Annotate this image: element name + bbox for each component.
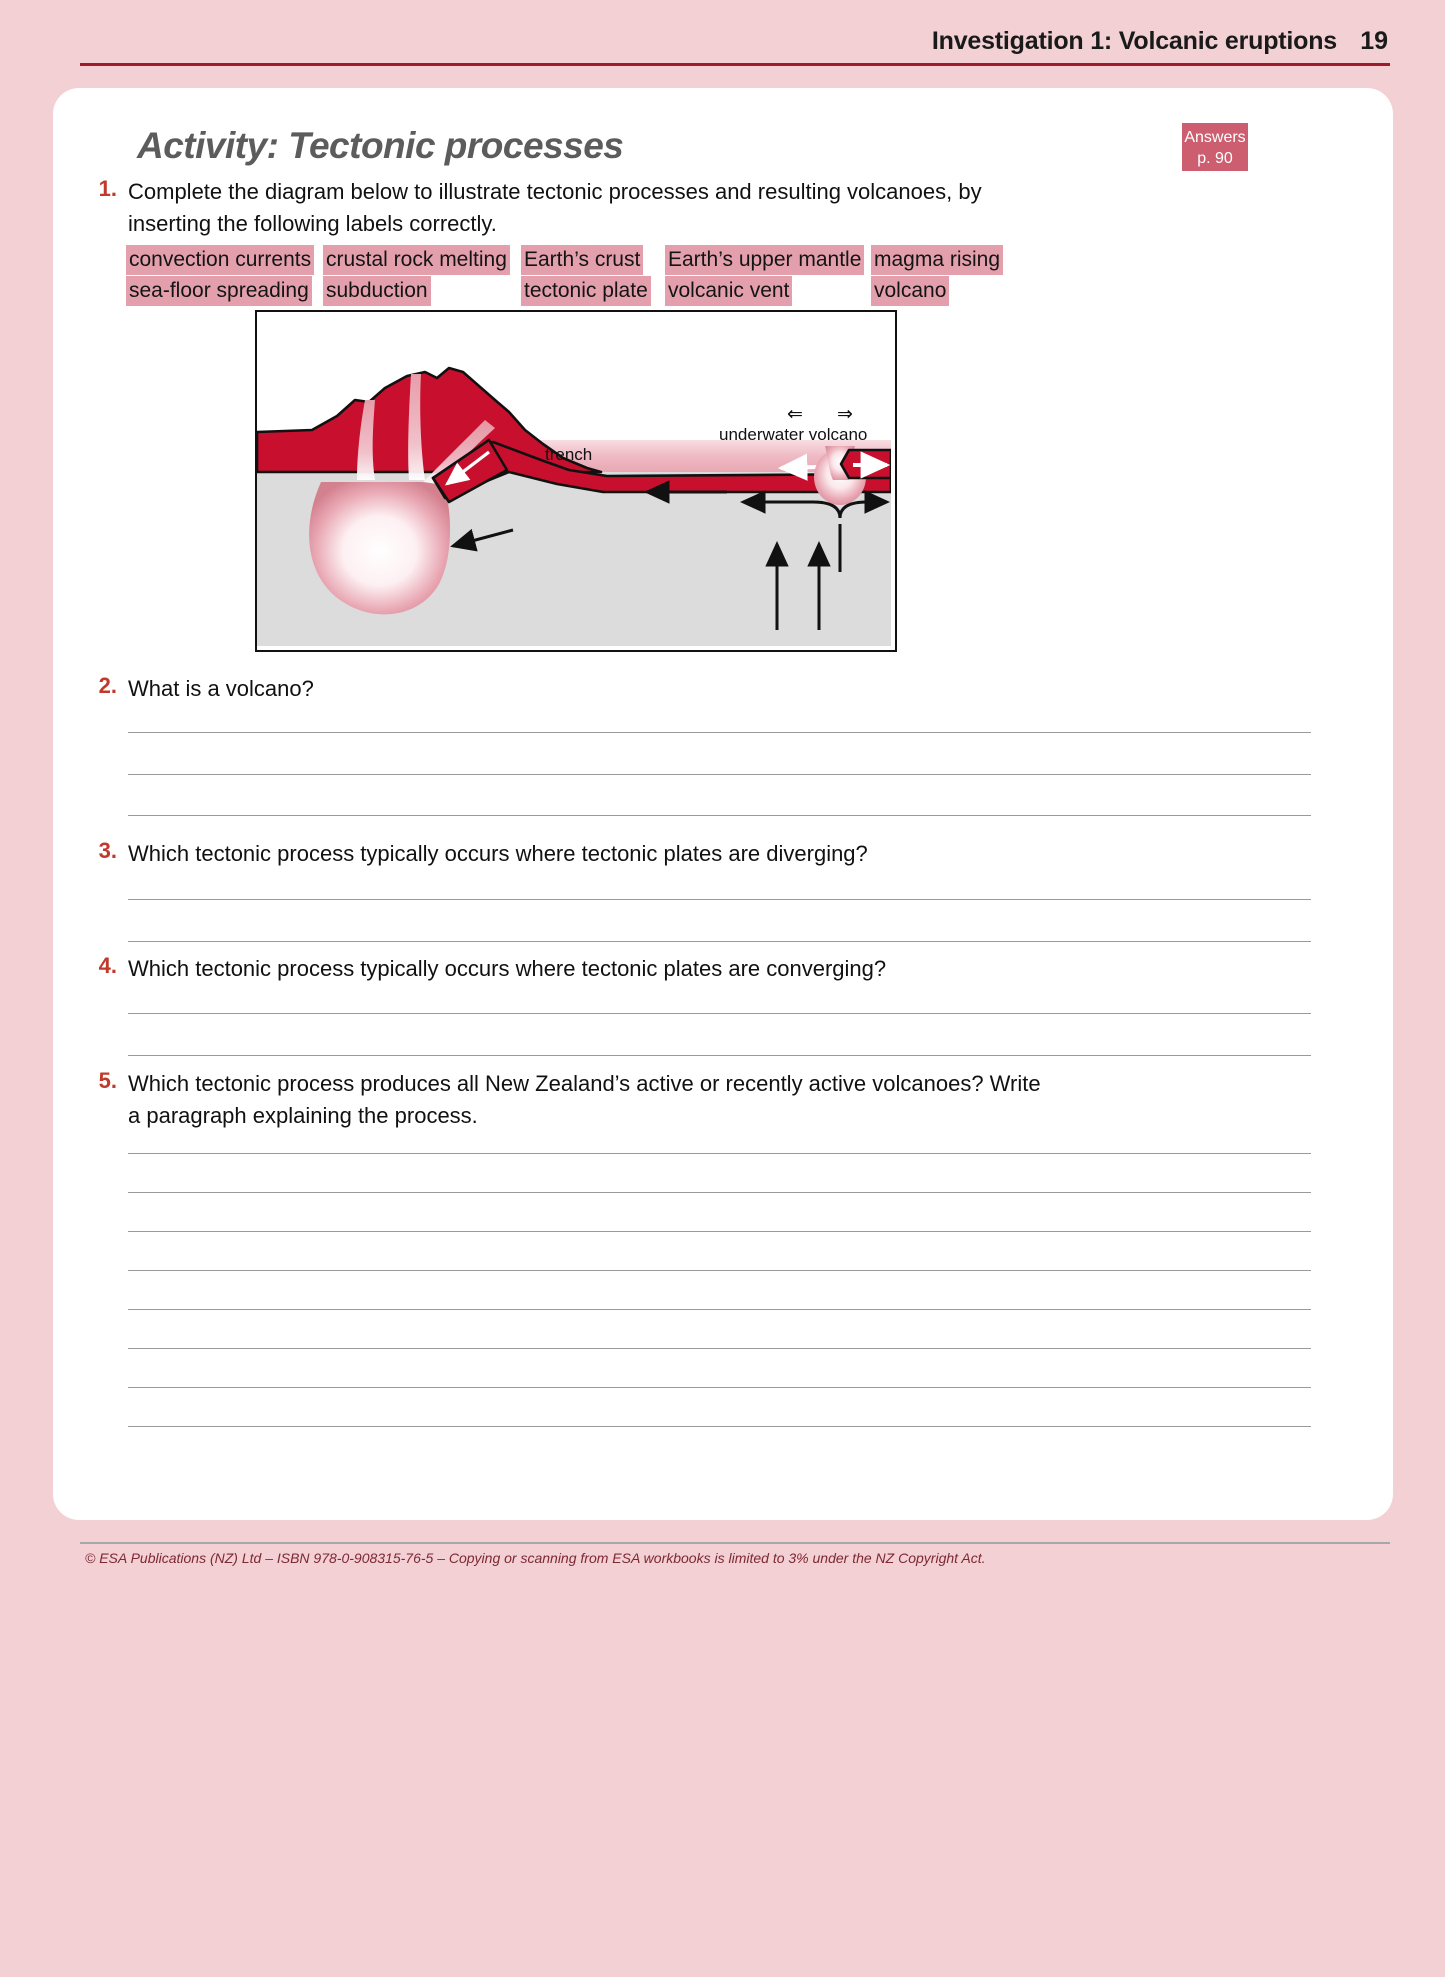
content-card	[53, 88, 1393, 1520]
answer-line[interactable]	[128, 1348, 1311, 1349]
answer-line[interactable]	[128, 1013, 1311, 1014]
page-number: 19	[1360, 27, 1388, 55]
word-chip-tectonic-plate[interactable]: tectonic plate	[521, 276, 651, 306]
answer-line[interactable]	[128, 1192, 1311, 1193]
answer-line[interactable]	[128, 815, 1311, 816]
answer-line[interactable]	[128, 1055, 1311, 1056]
question-4-text: Which tectonic process typically occurs where tectonic plates are converging?	[128, 956, 887, 981]
question-2-text: What is a volcano?	[128, 676, 314, 701]
word-chip-crustal-rock-melting[interactable]: crustal rock melting	[323, 245, 510, 275]
question-4-number: 4.	[98, 953, 117, 978]
header-divider	[80, 63, 1390, 66]
answer-line[interactable]	[128, 1153, 1311, 1154]
answer-line[interactable]	[128, 1231, 1311, 1232]
question-1-number: 1.	[98, 176, 117, 201]
question-5-number: 5.	[98, 1068, 117, 1093]
answer-line[interactable]	[128, 1387, 1311, 1388]
word-chip-volcanic-vent[interactable]: volcanic vent	[665, 276, 792, 306]
question-5-text: Which tectonic process produces all New Zealand’s active or recently active volcanoes? Write a paragraph explaining the process.	[128, 1071, 1041, 1128]
answers-badge-line1: Answers	[1184, 129, 1246, 146]
question-1-text: Complete the diagram below to illustrate tectonic processes and resulting volcanoes, by inserting the following labels correctly.	[128, 179, 982, 236]
page-header	[0, 0, 1445, 78]
footer-copyright: © ESA Publications (NZ) Ltd – ISBN 978-0-908315-76-5 – Copying or scanning from ESA workbooks is limited to 3% under the NZ Copyright Act.	[85, 1550, 986, 1566]
word-chip-subduction[interactable]: subduction	[323, 276, 431, 306]
answer-line[interactable]	[128, 941, 1311, 942]
header-title: Investigation 1: Volcanic eruptions	[931, 27, 1337, 55]
footer-divider	[80, 1542, 1390, 1544]
answers-badge-line2: p. 90	[1197, 150, 1233, 167]
diverge-right-icon: ⇒	[837, 403, 853, 425]
question-3-number: 3.	[98, 838, 117, 863]
word-chip-earths-crust[interactable]: Earth’s crust	[521, 245, 643, 275]
tectonic-processes-diagram	[255, 310, 897, 652]
answer-line[interactable]	[128, 899, 1311, 900]
word-chip-magma-rising[interactable]: magma rising	[871, 245, 1003, 275]
answer-line[interactable]	[128, 732, 1311, 733]
question-3-text: Which tectonic process typically occurs where tectonic plates are diverging?	[128, 841, 868, 866]
answers-badge[interactable]	[1182, 123, 1248, 171]
diverge-left-icon: ⇐	[787, 403, 803, 425]
diagram-label-trench: trench	[545, 445, 593, 464]
diagram-label-underwater-volcano: underwater volcano	[719, 425, 868, 444]
answer-line[interactable]	[128, 1309, 1311, 1310]
word-chip-earths-upper-mantle[interactable]: Earth’s upper mantle	[665, 245, 864, 275]
page-title: Activity: Tectonic processes	[137, 125, 624, 166]
word-chip-sea-floor-spreading[interactable]: sea-floor spreading	[126, 276, 312, 306]
word-chip-convection-currents[interactable]: convection currents	[126, 245, 314, 275]
answer-line[interactable]	[128, 1270, 1311, 1271]
answer-line[interactable]	[128, 1426, 1311, 1427]
answer-line[interactable]	[128, 774, 1311, 775]
question-2-number: 2.	[98, 673, 117, 698]
word-chip-volcano[interactable]: volcano	[871, 276, 949, 306]
